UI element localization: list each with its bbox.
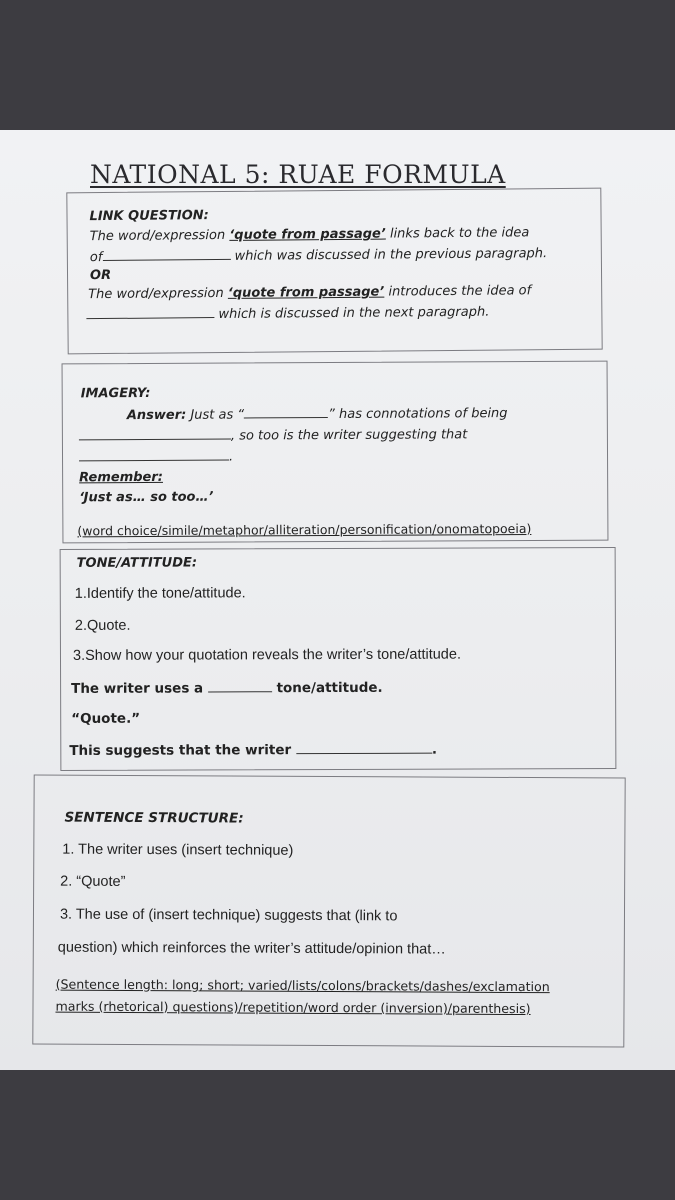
sentence-structure-heading: SENTENCE STRUCTURE: — [64, 809, 244, 827]
structure-step-2: 2. “Quote” — [60, 873, 126, 890]
link-line-1: The word/expression ‘quote from passage’ links back to the idea — [89, 225, 530, 245]
imagery-line-3: . — [79, 448, 233, 466]
answer-blank — [102, 247, 230, 261]
structure-note-line-1: (Sentence length: long; short; varied/lists/colons/brackets/dashes/exclamation — [55, 976, 550, 995]
tone-step-2: 2.Quote. — [74, 617, 131, 634]
quote-placeholder-1: ‘quote from passage’ — [229, 226, 386, 243]
sentence-structure-box — [32, 774, 625, 1047]
tone-heading: TONE/ATTITUDE: — [76, 555, 198, 571]
imagery-line-2: , so too is the writer suggesting that — [79, 425, 468, 444]
link-line-3: The word/expression ‘quote from passage’ introduces the idea of — [88, 283, 532, 303]
just-as-so-too: ‘Just as… so too…’ — [79, 489, 214, 506]
link-line-2: of which was discussed in the previous paragraph. — [89, 246, 548, 266]
answer-blank — [244, 405, 328, 418]
worksheet-page — [0, 130, 675, 1070]
tone-step-3: 3.Show how your quotation reveals the writer’s tone/attitude. — [72, 646, 461, 664]
tone-uses-line: The writer uses a tone/attitude. — [71, 679, 383, 697]
answer-blank — [79, 427, 231, 441]
remember-label: Remember: — [79, 469, 163, 486]
tone-step-1: 1.Identify the tone/attitude. — [74, 585, 246, 602]
structure-step-1: 1. The writer uses (insert technique) — [62, 841, 294, 859]
link-question-heading: LINK QUESTION: — [89, 208, 209, 225]
imagery-heading: IMAGERY: — [80, 385, 151, 402]
answer-blank — [208, 679, 272, 692]
structure-note-line-2: marks (rhetorical) questions)/repetition/word order (inversion)/parenthesis) — [55, 998, 531, 1017]
structure-step-3-continued: question) which reinforces the writer’s attitude/opinion that… — [57, 939, 446, 958]
quote-placeholder-2: ‘quote from passage’ — [227, 284, 385, 301]
tone-attitude-box — [60, 547, 617, 771]
imagery-box — [62, 361, 609, 544]
answer-blank — [79, 448, 229, 462]
or-label: OR — [89, 267, 112, 284]
answer-blank — [296, 741, 432, 754]
link-question-box — [66, 188, 602, 355]
tone-quote: “Quote.” — [71, 710, 141, 727]
page-title: NATIONAL 5: RUAE FORMULA — [90, 160, 506, 189]
link-line-4: which is discussed in the next paragraph. — [86, 303, 489, 324]
tone-suggests-line: This suggests that the writer . — [69, 741, 438, 759]
imagery-answer-line: Answer: Just as “ ” has connotations of being — [126, 406, 508, 424]
answer-blank — [86, 305, 214, 319]
imagery-techniques: (word choice/simile/metaphor/alliteration/personification/onomatopoeia) — [77, 520, 532, 539]
structure-step-3: 3. The use of (insert technique) suggests that (link to — [59, 906, 398, 925]
